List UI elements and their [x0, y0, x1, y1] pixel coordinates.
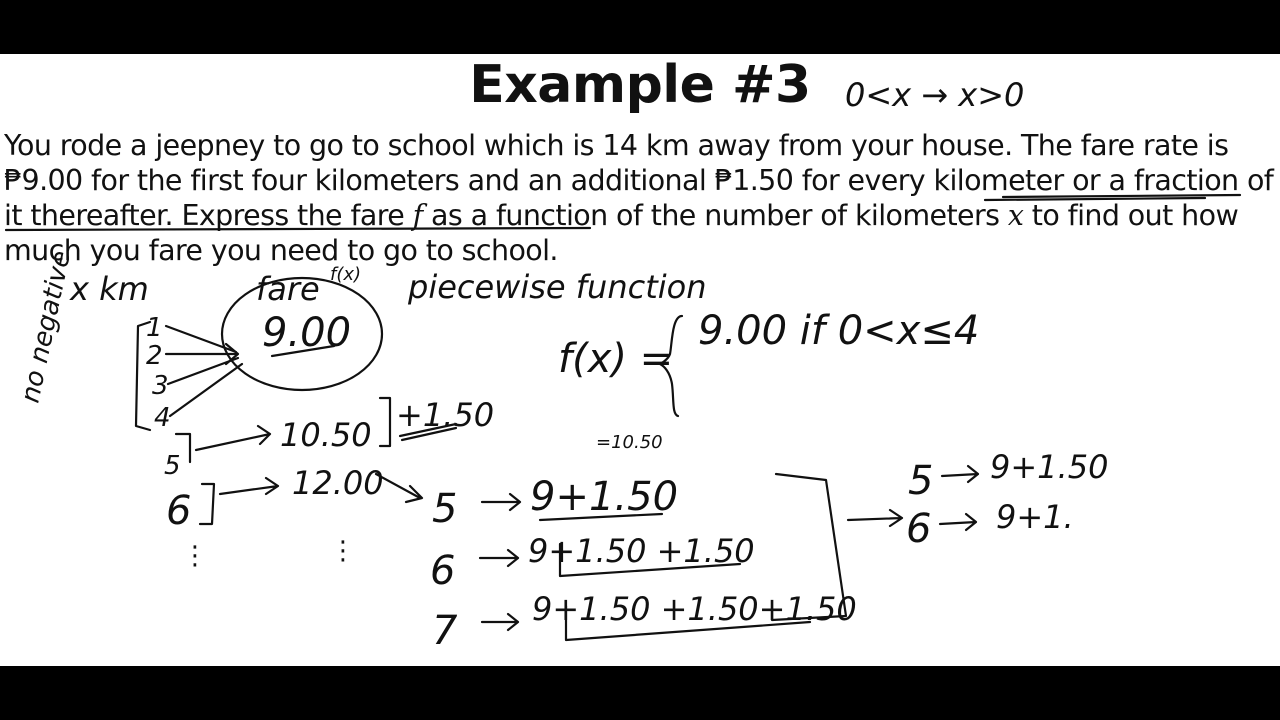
hw-bracket-6: [200, 484, 214, 524]
hw-right-row-5-arrow: [942, 466, 978, 482]
hw-function-brace: [660, 316, 682, 416]
hw-bracket-rows: [772, 474, 846, 620]
hw-small-note: =10.50: [596, 432, 663, 453]
hw-arrow-head: [226, 344, 238, 364]
hw-function-case: 9.00 if 0<x≤4: [698, 308, 980, 354]
hw-increment: +1.50: [396, 396, 495, 434]
hw-heading: piecewise function: [408, 268, 707, 306]
hw-fare-circle: [222, 278, 382, 390]
hw-fare-6: 12.00: [292, 464, 384, 502]
problem-text-part2: as a function of the number of kilometers: [422, 199, 1008, 232]
hw-row-7-box: [566, 606, 810, 640]
hw-bracket-increment: [380, 398, 390, 446]
hw-fare-5: 10.50: [280, 416, 372, 454]
hw-side-note: no negative: [15, 248, 77, 406]
hw-arrow-4: [170, 364, 242, 416]
variable-f: f: [412, 199, 423, 232]
hw-row-5-arrow: [482, 494, 520, 510]
hw-row-6-arrow: [480, 550, 518, 566]
hw-row-6-km: 6: [430, 548, 456, 594]
hw-bracket-5: [176, 434, 190, 462]
hw-dots-left: ⋮: [182, 541, 208, 571]
hw-right-row-6-expr: 9+1.: [996, 498, 1074, 536]
hw-km-4: 4: [154, 403, 171, 433]
problem-statement: [4, 128, 1276, 268]
hw-arrow-right: [848, 510, 902, 526]
hw-arrow-6: [220, 478, 278, 494]
hw-col-fare: fare: [256, 270, 320, 308]
slide-title: Example #3: [469, 55, 811, 115]
variable-x: x: [1007, 199, 1024, 232]
hw-km-5: 5: [164, 451, 181, 481]
hw-arrow-3: [168, 358, 238, 384]
hw-arrow-to-rows: [376, 474, 422, 502]
problem-text-part1: You rode a jeepney to go to school which is 14 km away from your house. The fare rate is ₱9.00 for the first four kilometers and an additional ₱1.50 for every kilometer or a fraction of it thereafter. Express the fare: [4, 129, 1274, 232]
hw-row-7-arrow: [482, 614, 518, 630]
hw-right-row-6-arrow: [940, 514, 976, 530]
hw-arrow-5: [196, 426, 270, 450]
hw-right-row-6-km: 6: [906, 506, 932, 552]
hw-km-3: 3: [152, 371, 169, 401]
hw-km-1: 1: [146, 313, 163, 343]
hw-row-5-km: 5: [432, 486, 458, 532]
hw-increment-underline: [400, 424, 456, 440]
hw-dots-mid: ⋮: [330, 536, 356, 566]
hw-right-row-5-expr: 9+1.50: [990, 448, 1109, 486]
hw-km-6: 6: [166, 488, 192, 534]
problem-text-part3: to find out how much you fare you need to go to school.: [4, 199, 1239, 267]
hw-fare-underline: [272, 346, 334, 356]
hw-row-6-expr: 9+1.50 +1.50: [528, 532, 755, 570]
hw-bracket-km: [136, 322, 150, 430]
hw-function-lhs: f(x) =: [558, 336, 674, 382]
hw-row-7-km: 7: [432, 608, 458, 654]
hw-row-5-expr: 9+1.50: [530, 474, 679, 520]
hw-row-7-expr: 9+1.50 +1.50+1.50: [532, 590, 857, 628]
hw-circled-fare: 9.00: [262, 310, 352, 356]
hw-km-2: 2: [146, 341, 163, 371]
hw-row-5-underline: [540, 514, 662, 520]
hw-right-row-5-km: 5: [908, 458, 934, 504]
hw-title-note: 0<x → x>0: [845, 76, 1025, 114]
hw-col-fx: f(x): [330, 264, 362, 285]
hw-row-6-box: [560, 544, 740, 576]
slide: [0, 54, 1280, 666]
hw-col-x: x km: [70, 270, 149, 308]
hw-arrow-1: [166, 326, 236, 352]
